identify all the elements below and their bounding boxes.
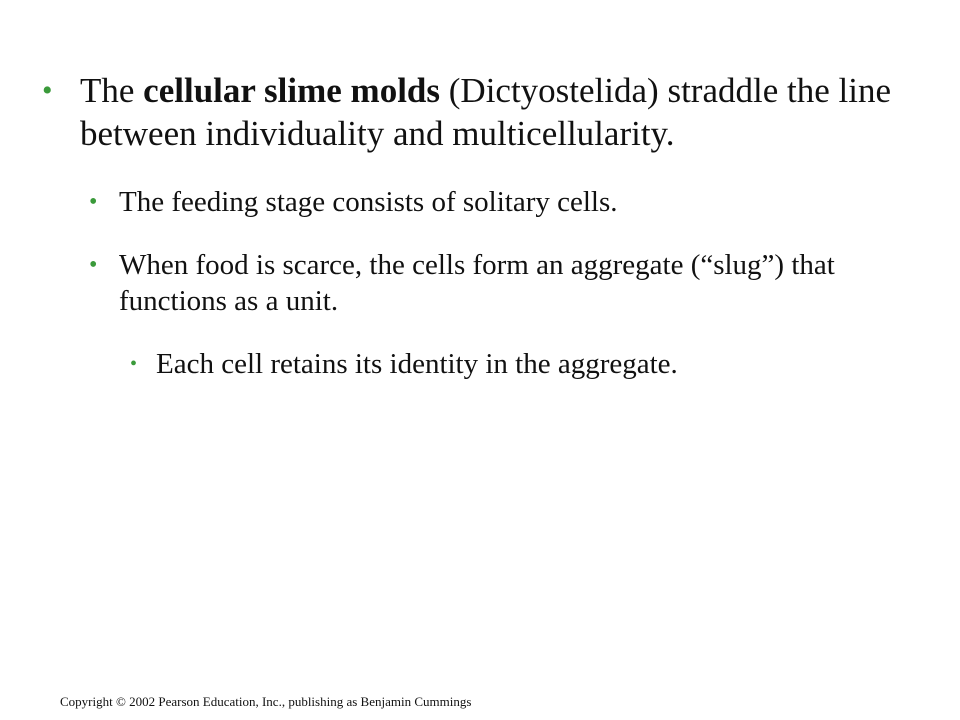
sub-bullet-aggregate [89, 247, 909, 319]
sub-sub-bullet-text: Each cell retains its identity in the aggregate. [156, 348, 678, 380]
bullet-dot-icon: • [42, 74, 53, 107]
sub-sub-bullet-identity [130, 346, 930, 382]
bullet-dot-icon: • [130, 353, 138, 375]
main-bullet-text [80, 69, 920, 155]
sub-bullet-feeding [89, 184, 909, 220]
main-bullet-bold-term: cellular slime molds [143, 71, 441, 110]
bullet-dot-icon: • [89, 252, 98, 278]
bullet-dot-icon: • [89, 189, 98, 215]
sub-bullet-text: The feeding stage consists of solitary cells. [119, 186, 618, 218]
main-bullet-prefix: The [80, 71, 144, 110]
main-bullet [42, 69, 922, 155]
main-bullet-suffix: (Dictyostelida) straddle the line between individuality and multicellularity. [80, 71, 891, 153]
copyright-footer: Copyright © 2002 Pearson Education, Inc., publishing as Benjamin Cummings [60, 694, 472, 709]
sub-bullet-text: When food is scarce, the cells form an aggregate (“slug”) that functions as a unit. [119, 249, 835, 317]
